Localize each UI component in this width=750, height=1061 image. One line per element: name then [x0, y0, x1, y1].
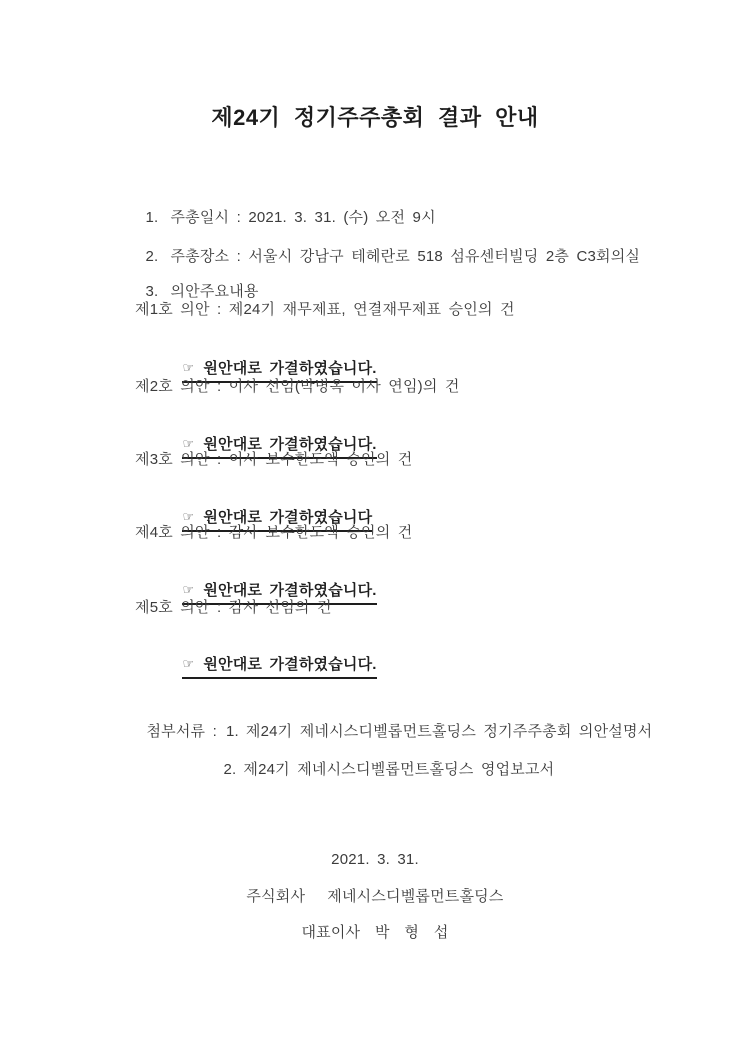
attachments-label: 첨부서류 : [146, 723, 217, 740]
agenda-item-title: 제4호 의안 : 감사 보수한도액 승인의 건 [135, 524, 413, 541]
resolution-text: 원안대로 가결하였습니다 [203, 509, 373, 526]
attachments-line-2 [194, 740, 554, 800]
info-item-text: 의안주요내용 [170, 283, 259, 300]
resolution-line [153, 634, 377, 699]
meeting-date: 2021. 3. 31. [331, 851, 419, 868]
pointing-hand-icon: ☞ [182, 582, 195, 597]
info-item-text: 주총일시 : 2021. 3. 31. (수) 오전 9시 [170, 209, 436, 226]
pointing-hand-icon: ☞ [182, 656, 195, 671]
company-name: 주식회사 제네시스디벨롭먼트홀딩스 [246, 888, 504, 905]
agenda-item-title: 제1호 의안 : 제24기 재무제표, 연결재무제표 승인의 건 [135, 301, 515, 318]
resolution-text: 원안대로 가결하였습니다. [203, 582, 377, 599]
agenda-item-title: 제3호 의안 : 이사 보수한도액 승인의 건 [135, 451, 413, 468]
resolution-text: 원안대로 가결하였습니다. [203, 436, 377, 453]
resolution-text: 원안대로 가결하였습니다. [203, 656, 377, 673]
info-item-text: 주총장소 : 서울시 강남구 테헤란로 518 섬유센터빌딩 2층 C3회의실 [170, 248, 641, 265]
pointing-hand-icon: ☞ [182, 509, 195, 524]
attachment-text: 제24기 제네시스디벨롭먼트홀딩스 영업보고서 [243, 761, 555, 778]
attachment-text: 제24기 제네시스디벨롭먼트홀딩스 정기주주총회 의안설명서 [245, 723, 653, 740]
pointing-hand-icon: ☞ [182, 436, 195, 451]
ceo-name: 대표이사 박 형 섭 [301, 924, 449, 941]
attachment-number: 1. [225, 723, 239, 740]
attachment-number: 2. [223, 761, 237, 778]
document-title: 제24기 정기주주총회 결과 안내 [211, 105, 539, 130]
info-item-number: 2. [145, 248, 159, 265]
pointing-hand-icon: ☞ [182, 360, 195, 375]
agenda-item-title: 제2호 의안 : 이사 선임(박병옥 이사 연임)의 건 [135, 378, 460, 395]
agenda-item-title: 제5호 의안 : 감사 선임의 건 [135, 599, 332, 616]
info-item-number: 3. [145, 283, 159, 300]
resolution-text: 원안대로 가결하였습니다. [203, 360, 377, 377]
info-item-number: 1. [145, 209, 159, 226]
